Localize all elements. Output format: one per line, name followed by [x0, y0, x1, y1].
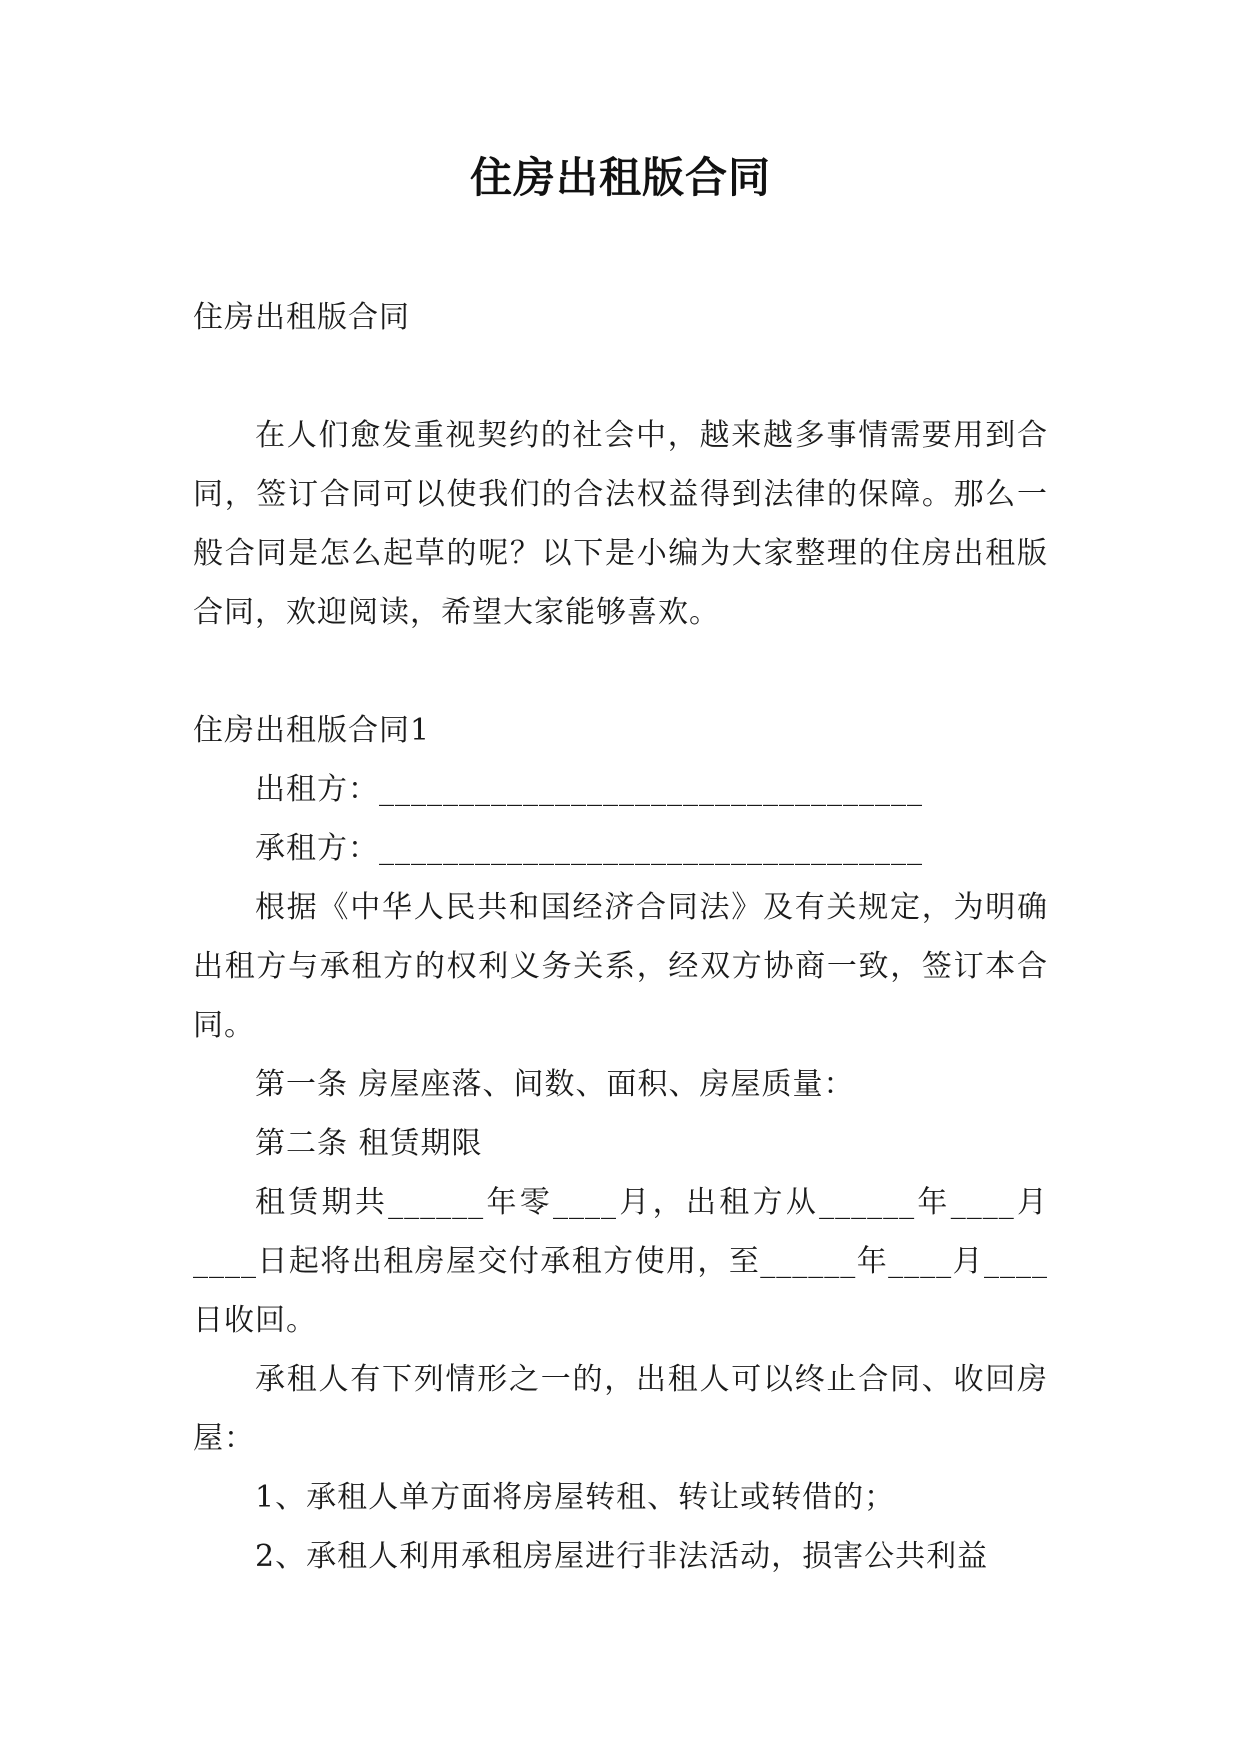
intro-paragraph: 在人们愈发重视契约的社会中，越来越多事情需要用到合同，签订合同可以使我们的合法权益得到法律的保障。那么一般合同是怎么起草的呢？以下是小编为大家整理的住房出租版合同，欢迎阅读，希望大家能够喜欢。	[193, 418, 1048, 630]
article-1: 第一条 房屋座落、间数、面积、房屋质量：	[255, 1067, 855, 1102]
termination-intro: 承租人有下列情形之一的，出租人可以终止合同、收回房屋：	[193, 1362, 1048, 1456]
lessee-line: 承租方：__________________________________	[255, 831, 923, 866]
termination-item-2: 2、承租人利用承租房屋进行非法活动，损害公共利益	[255, 1539, 989, 1574]
article-2: 第二条 租赁期限	[255, 1126, 483, 1161]
contract-heading: 住房出租版合同1	[193, 713, 431, 748]
termination-item-1: 1、承租人单方面将房屋转租、转让或转借的；	[255, 1480, 896, 1515]
document-subtitle: 住房出租版合同	[193, 300, 410, 335]
lessor-line: 出租方：__________________________________	[255, 772, 923, 807]
document-body	[193, 288, 1048, 1586]
document-title: 住房出租版合同	[469, 153, 771, 202]
preamble-paragraph: 根据《中华人民共和国经济合同法》及有关规定，为明确出租方与承租方的权利义务关系，经双方协商一致，签订本合同。	[193, 890, 1048, 1043]
lease-term-paragraph: 租赁期共______年零____月，出租方从______年____月____日起将出租房屋交付承租方使用，至______年____月____日收回。	[193, 1185, 1048, 1338]
